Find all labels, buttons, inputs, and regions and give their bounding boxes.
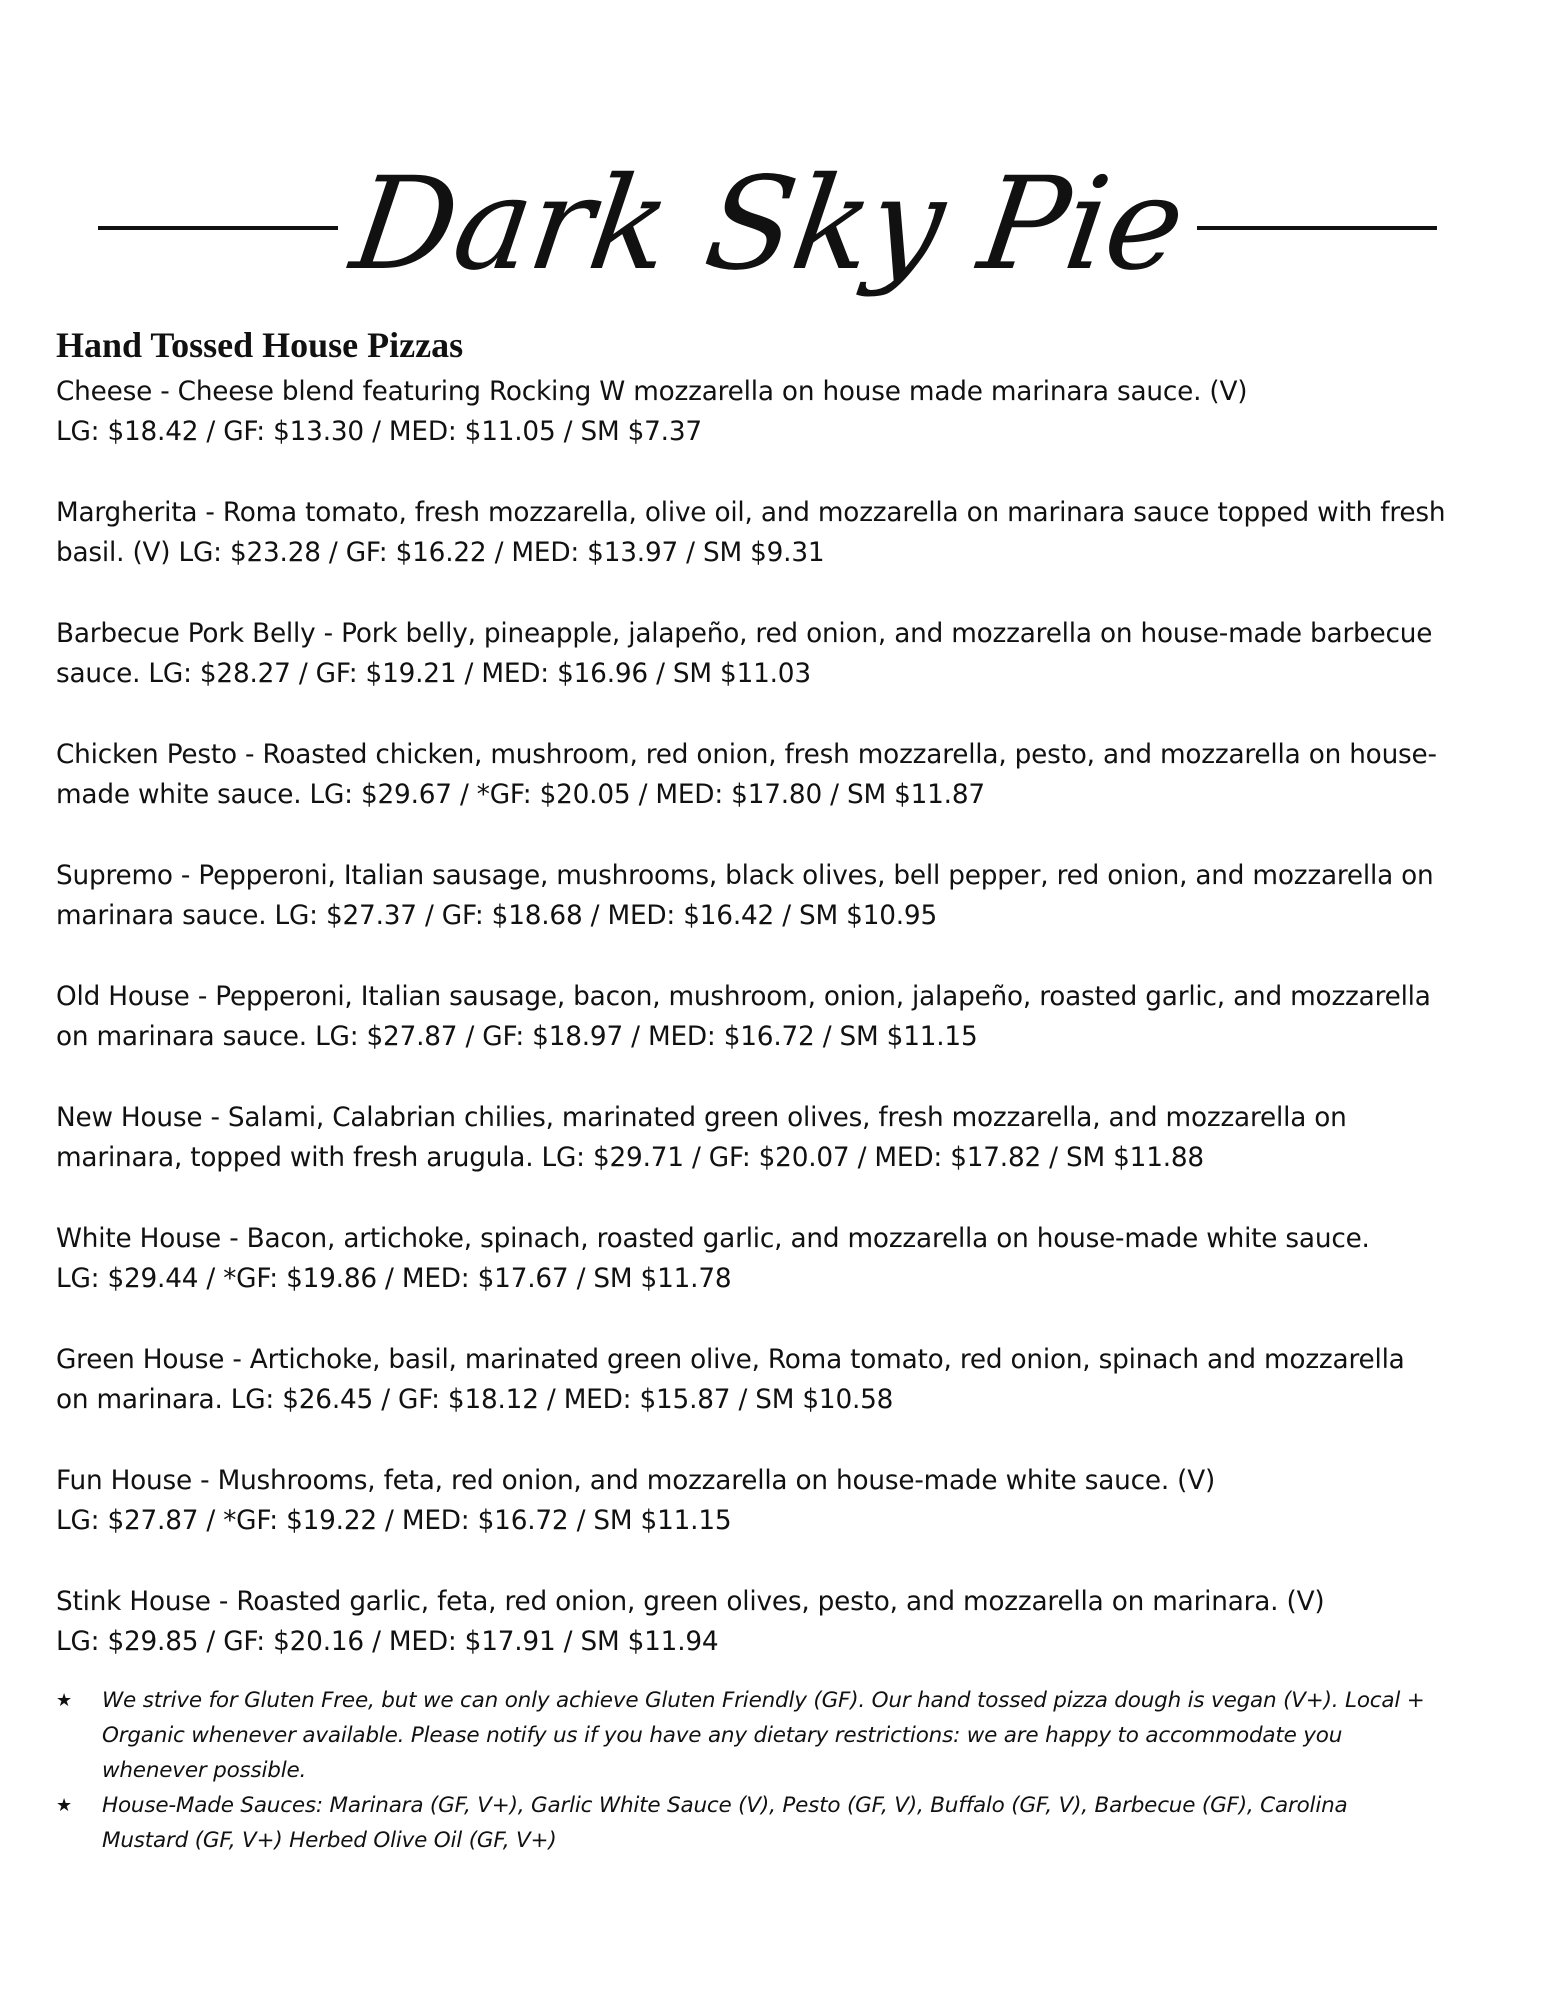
- menu-item-description: Cheese - Cheese blend featuring Rocking W mozzarella on house made marinara sauce. (V): [56, 377, 1248, 407]
- section-title: Hand Tossed House Pizzas: [56, 325, 464, 365]
- footnote-gluten-friendly: [56, 1683, 1496, 1788]
- title-banner: [145, 140, 1390, 310]
- menu-item-description: Chicken Pesto - Roasted chicken, mushroom, red onion, fresh mozzarella, pesto, and mozzarella on house-: [56, 740, 1437, 770]
- menu-item-fun-house: [56, 1461, 1496, 1541]
- menu-item-prices: LG: $18.42 / GF: $13.30 / MED: $11.05 / SM $7.37: [56, 417, 702, 447]
- menu-item-prices: basil. (V) LG: $23.28 / GF: $16.22 / MED: $13.97 / SM $9.31: [56, 538, 825, 568]
- menu-item-description: Fun House - Mushrooms, feta, red onion, and mozzarella on house-made white sauce. (V): [56, 1466, 1216, 1496]
- menu-item-description: Margherita - Roma tomato, fresh mozzarella, olive oil, and mozzarella on marinara sauce topped with fresh: [56, 498, 1446, 528]
- star-bullet-icon: ★: [56, 1795, 72, 1816]
- footnote-line: Mustard (GF, V+) Herbed Olive Oil (GF, V+): [102, 1828, 557, 1853]
- menu-item-prices: LG: $29.44 / *GF: $19.86 / MED: $17.67 / SM $11.78: [56, 1264, 732, 1294]
- title-rule-left: [98, 226, 338, 230]
- menu-item-prices: made white sauce. LG: $29.67 / *GF: $20.05 / MED: $17.80 / SM $11.87: [56, 780, 985, 810]
- pizza-list: [56, 372, 1496, 1703]
- menu-item-prices: marinara, topped with fresh arugula. LG: $29.71 / GF: $20.07 / MED: $17.82 / SM $11.88: [56, 1143, 1204, 1173]
- footnote-line: House-Made Sauces: Marinara (GF, V+), Garlic White Sauce (V), Pesto (GF, V), Buffalo (GF, V), Barbecue (GF), Carolina: [102, 1793, 1348, 1818]
- menu-item-description: Green House - Artichoke, basil, marinated green olive, Roma tomato, red onion, spinach and mozzarella: [56, 1345, 1405, 1375]
- menu-item-prices: marinara sauce. LG: $27.37 / GF: $18.68 / MED: $16.42 / SM $10.95: [56, 901, 937, 931]
- star-bullet-icon: ★: [56, 1690, 72, 1711]
- menu-item-prices: on marinara sauce. LG: $27.87 / GF: $18.97 / MED: $16.72 / SM $11.15: [56, 1022, 978, 1052]
- menu-item-supremo: [56, 856, 1496, 936]
- menu-item-old-house: [56, 977, 1496, 1057]
- footnote-line: whenever possible.: [102, 1758, 307, 1783]
- menu-item-new-house: [56, 1098, 1496, 1178]
- menu-item-description: White House - Bacon, artichoke, spinach, roasted garlic, and mozzarella on house-made white sauce.: [56, 1224, 1370, 1254]
- menu-item-prices: on marinara. LG: $26.45 / GF: $18.12 / MED: $15.87 / SM $10.58: [56, 1385, 894, 1415]
- menu-item-white-house: [56, 1219, 1496, 1299]
- menu-item-cheese: [56, 372, 1496, 452]
- footnote-sauces: [56, 1788, 1496, 1858]
- menu-item-prices: LG: $29.85 / GF: $20.16 / MED: $17.91 / SM $11.94: [56, 1627, 719, 1657]
- menu-item-description: Supremo - Pepperoni, Italian sausage, mushrooms, black olives, bell pepper, red onion, and mozzarella on: [56, 861, 1434, 891]
- menu-item-green-house: [56, 1340, 1496, 1420]
- menu-item-chicken-pesto: [56, 735, 1496, 815]
- menu-item-margherita: [56, 493, 1496, 573]
- menu-item-description: Barbecue Pork Belly - Pork belly, pineapple, jalapeño, red onion, and mozzarella on house-made barbecue: [56, 619, 1433, 649]
- title-rule-right: [1197, 226, 1437, 230]
- restaurant-logo: Dark Sky Pie: [343, 150, 1192, 299]
- menu-item-stink-house: [56, 1582, 1496, 1662]
- footnote-line: Organic whenever available. Please notify us if you have any dietary restrictions: we are happy to accommodate you: [102, 1723, 1343, 1748]
- menu-item-description: Stink House - Roasted garlic, feta, red onion, green olives, pesto, and mozzarella on marinara. (V): [56, 1587, 1325, 1617]
- footnotes: [56, 1683, 1496, 1858]
- menu-item-barbecue-pork-belly: [56, 614, 1496, 694]
- menu-item-prices: sauce. LG: $28.27 / GF: $19.21 / MED: $16.96 / SM $11.03: [56, 659, 811, 689]
- menu-item-prices: LG: $27.87 / *GF: $19.22 / MED: $16.72 / SM $11.15: [56, 1506, 732, 1536]
- footnote-line: We strive for Gluten Free, but we can only achieve Gluten Friendly (GF). Our hand tossed pizza dough is vegan (V+). Local +: [102, 1688, 1425, 1713]
- menu-item-description: New House - Salami, Calabrian chilies, marinated green olives, fresh mozzarella, and mozzarella on: [56, 1103, 1347, 1133]
- menu-item-description: Old House - Pepperoni, Italian sausage, bacon, mushroom, onion, jalapeño, roasted garlic, and mozzarella: [56, 982, 1431, 1012]
